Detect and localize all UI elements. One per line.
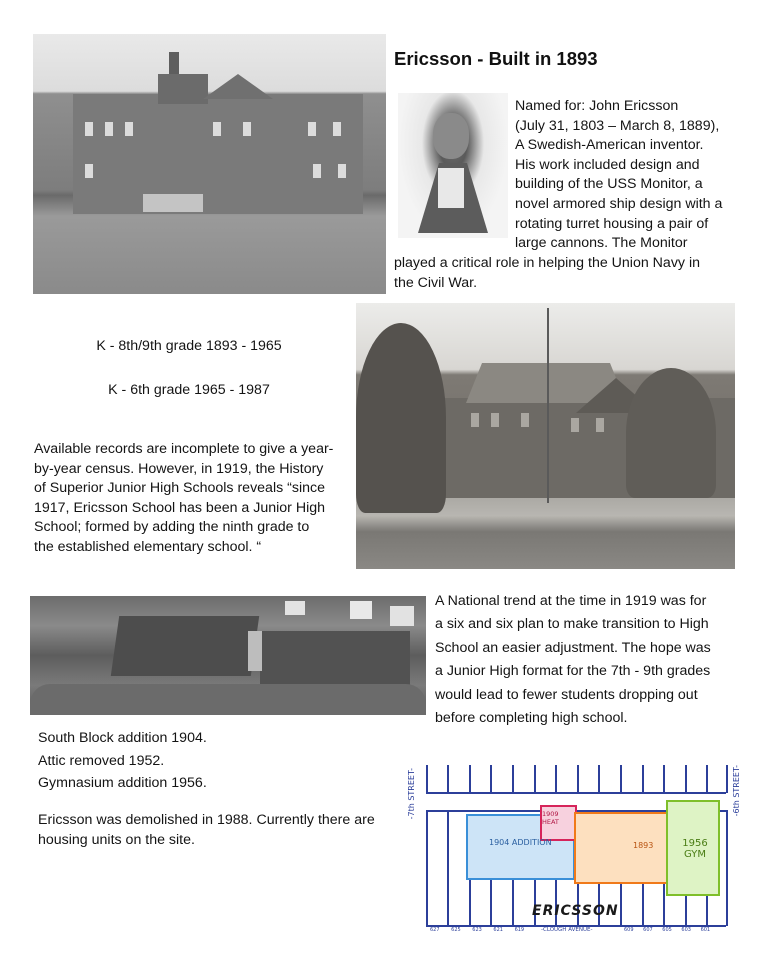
- label-1909-heat: 1909 HEAT: [542, 810, 559, 826]
- address: 605: [662, 927, 672, 933]
- records-paragraph: [34, 440, 354, 558]
- trend-line: would lead to fewer students dropping out: [435, 686, 698, 703]
- bio-text-wrap: [394, 254, 744, 293]
- records-line: 1917, Ericsson School has been a Junior High: [34, 499, 326, 516]
- trend-line: a Junior High format for the 7th - 9th grades: [435, 663, 711, 680]
- bio-line: (July 31, 1803 – March 8, 1889),: [515, 117, 720, 134]
- school-photo-corner: [356, 303, 735, 569]
- records-line: School; formed by adding the ninth grade to: [34, 519, 310, 536]
- bio-line: played a critical role in helping the Union Navy in: [394, 255, 700, 271]
- bio-line: Named for: John Ericsson: [515, 98, 679, 114]
- address: 625: [451, 927, 461, 933]
- trend-line: A National trend at the time in 1919 was for: [435, 593, 707, 609]
- map-school-name: ERICSSON: [532, 903, 619, 919]
- school-photo-aerial: [30, 596, 426, 715]
- records-line: of Superior Junior High Schools reveals “since: [34, 480, 325, 497]
- john-ericsson-portrait: [398, 93, 508, 238]
- label-1893: 1893: [633, 841, 654, 850]
- grade-range-1: K - 8th/9th grade 1893 - 1965: [96, 338, 282, 354]
- addition-item: Attic removed 1952.: [38, 752, 165, 769]
- street-label-6th: -6th STREET-: [732, 765, 741, 817]
- bio-line: large cannons. The Monitor: [515, 235, 688, 252]
- label-1904-addition: 1904 ADDITION: [489, 838, 552, 847]
- bio-line: building of the USS Monitor, a: [515, 176, 703, 193]
- demolition-text: [38, 811, 398, 850]
- site-plan-map: [404, 760, 749, 935]
- address: 627: [430, 927, 440, 933]
- demolition-line: Ericsson was demolished in 1988. Currently there are: [38, 812, 375, 828]
- address-left: [430, 927, 524, 933]
- address: 621: [493, 927, 503, 933]
- address: 619: [514, 927, 525, 933]
- grade-range-2: K - 6th grade 1965 - 1987: [108, 382, 270, 398]
- bio-line: A Swedish-American inventor.: [515, 137, 704, 154]
- trend-line: before completing high school.: [435, 710, 628, 727]
- trend-line: a six and six plan to make transition to High: [435, 616, 709, 633]
- school-photo-1893: [33, 34, 386, 294]
- records-line: the established elementary school. “: [34, 538, 262, 555]
- demolition-line: housing units on the site.: [38, 831, 195, 848]
- address: 603: [681, 927, 691, 933]
- additions-list: [38, 727, 368, 795]
- address-right: [624, 927, 710, 933]
- page-title: Ericsson - Built in 1893: [394, 48, 598, 69]
- addition-item: South Block addition 1904.: [38, 730, 207, 746]
- address: 601: [700, 927, 711, 933]
- bio-line: His work included design and: [515, 156, 700, 173]
- bio-line: the Civil War.: [394, 274, 478, 291]
- bio-line: novel armored ship design with a: [515, 195, 723, 212]
- records-line: by-year census. However, in 1919, the History: [34, 460, 324, 477]
- bio-line: rotating turret housing a pair of: [515, 215, 709, 232]
- street-label-7th: -7th STREET-: [407, 768, 416, 820]
- trend-line: School an easier adjustment. The hope was: [435, 639, 711, 656]
- label-1956-gym: 1956 GYM: [682, 838, 708, 860]
- address: 623: [472, 927, 482, 933]
- trend-paragraph: [435, 590, 745, 730]
- address: 609: [624, 927, 634, 933]
- addition-item: Gymnasium addition 1956.: [38, 775, 207, 791]
- street-label-clough: -CLOUGH AVENUE-: [541, 927, 593, 933]
- address: 607: [643, 927, 653, 933]
- records-line: Available records are incomplete to give a year-: [34, 441, 334, 457]
- bio-text: [515, 97, 745, 254]
- section-1893: [574, 812, 673, 884]
